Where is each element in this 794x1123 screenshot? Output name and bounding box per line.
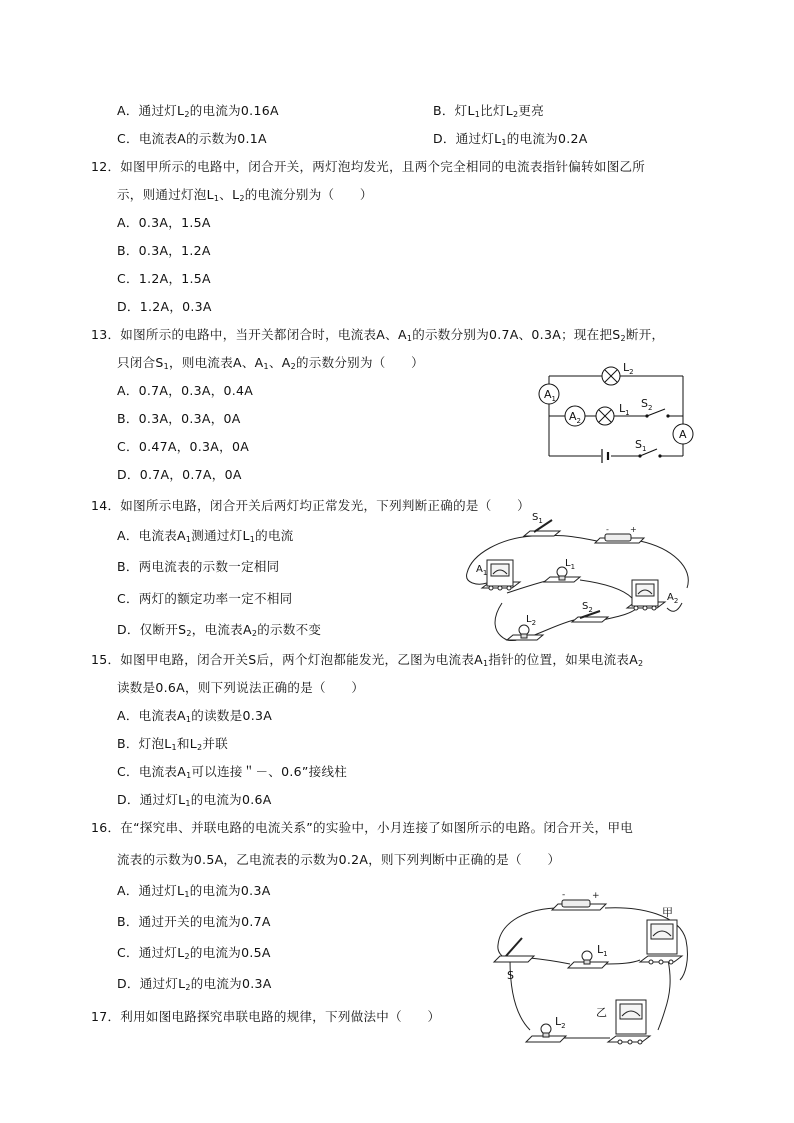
q16-option-b: B．通过开关的电流为0.7A bbox=[117, 914, 271, 929]
q16-stem-line2: 流表的示数为0.5A，乙电流表的示数为0.2A，则下列判断中正确的是（ ） bbox=[117, 852, 561, 867]
q12-option-a: A．0.3A，1.5A bbox=[117, 215, 211, 230]
q14-fig-label-l1: $L_1$ bbox=[565, 558, 576, 571]
q14-fig-label-s1: $S_1$ bbox=[532, 512, 543, 525]
svg-text:-: - bbox=[562, 890, 566, 900]
svg-text:+: + bbox=[592, 891, 600, 901]
q16-fig-label-jia: 甲 bbox=[662, 906, 673, 919]
q12-option-c: C．1.2A，1.5A bbox=[117, 271, 211, 286]
q12-stem-line2: 示，则通过灯泡$L_1$、$L_2$的电流分别为（ ） bbox=[117, 187, 373, 203]
svg-text:-: - bbox=[606, 525, 609, 534]
q11-option-b: B．灯$L_1$比灯$L_2$更亮 bbox=[433, 103, 545, 119]
q13-stem-line2: 只闭合$S_1$，则电流表A、$A_1$、$A_2$的示数分别为（ ） bbox=[117, 355, 424, 371]
q13-option-b: B．0.3A，0.3A，0A bbox=[117, 411, 241, 426]
q14-fig-label-s2: $S_2$ bbox=[582, 601, 593, 614]
q13-fig-label-l1: $L_1$ bbox=[619, 402, 630, 417]
svg-text:+: + bbox=[630, 525, 637, 534]
q13-fig-label-s1: $S_1$ bbox=[635, 438, 647, 453]
q15-option-a: A．电流表$A_1$的读数是0.3A bbox=[117, 708, 273, 724]
q12-option-b: B．0.3A，1.2A bbox=[117, 243, 211, 258]
q11-option-d: D．通过灯$L_1$的电流为0.2A bbox=[433, 131, 588, 147]
q13-fig-label-a: A bbox=[679, 428, 687, 441]
q15-option-c: C．电流表$A_1$可以连接＂－、0.6”接线柱 bbox=[117, 764, 348, 780]
q13-option-a: A．0.7A，0.3A，0.4A bbox=[117, 383, 254, 398]
q13-stem-line1: 13．如图所示的电路中，当开关都闭合时，电流表A、$A_1$的示数分别为0.7A、0.3A；现在把$S_2$断开， bbox=[91, 327, 665, 343]
q11-option-c: C．电流表A的示数为0.1A bbox=[117, 131, 267, 146]
q16-option-d: D．通过灯$L_2$的电流为0.3A bbox=[117, 976, 272, 992]
q16-fig-label-l2: $L_2$ bbox=[555, 1015, 566, 1030]
q14-option-a: A．电流表$A_1$测通过灯$L_1$的电流 bbox=[117, 528, 294, 544]
q12-option-d: D．1.2A，0.3A bbox=[117, 299, 212, 314]
q15-option-b: B．灯泡$L_1$和$L_2$并联 bbox=[117, 736, 229, 752]
q16-circuit-illustration bbox=[490, 880, 695, 1060]
q13-fig-label-s2: $S_2$ bbox=[641, 397, 653, 412]
q14-fig-label-l2: $L_2$ bbox=[526, 614, 537, 627]
q13-fig-label-a1: $A_1$ bbox=[544, 388, 556, 403]
q15-option-d: D．通过灯$L_1$的电流为0.6A bbox=[117, 792, 272, 808]
q14-fig-label-a2: $A_2$ bbox=[667, 592, 679, 605]
q14-option-b: B．两电流表的示数一定相同 bbox=[117, 559, 280, 574]
q13-circuit-diagram bbox=[535, 352, 695, 468]
q16-option-a: A．通过灯$L_1$的电流为0.3A bbox=[117, 883, 271, 899]
q14-circuit-illustration bbox=[462, 508, 694, 650]
q14-option-d: D．仅断开$S_2$，电流表$A_2$的示数不变 bbox=[117, 622, 322, 638]
q12-stem-line1: 12．如图甲所示的电路中，闭合开关，两灯泡均发光，且两个完全相同的电流表指针偏转如图乙所 bbox=[91, 159, 646, 174]
q17-stem: 17．利用如图电路探究串联电路的规律，下列做法中（ ） bbox=[91, 1009, 441, 1024]
q13-fig-label-l2: $L_2$ bbox=[623, 361, 634, 376]
q16-fig-label-yi: 乙 bbox=[596, 1006, 607, 1019]
q15-stem-line2: 读数是0.6A，则下列说法正确的是（ ） bbox=[117, 680, 365, 695]
q16-fig-label-l1: $L_1$ bbox=[597, 943, 608, 958]
q14-option-c: C．两灯的额定功率一定不相同 bbox=[117, 591, 293, 606]
q14-fig-label-a1: $A_1$ bbox=[476, 564, 488, 577]
q16-fig-label-s: S bbox=[507, 969, 514, 982]
q11-option-a: A．通过灯$L_2$的电流为0.16A bbox=[117, 103, 279, 119]
q13-option-c: C．0.47A，0.3A，0A bbox=[117, 439, 250, 454]
q13-fig-label-a2: $A_2$ bbox=[569, 410, 581, 425]
q15-stem-line1: 15．如图甲电路，闭合开关S后，两个灯泡都能发光，乙图为电流表$A_1$指针的位置，如果电流表$A_2$ bbox=[91, 652, 644, 668]
q16-stem-line1: 16．在“探究串、并联电路的电流关系”的实验中，小月连接了如图所示的电路。闭合开关，甲电 bbox=[91, 820, 634, 835]
q13-option-d: D．0.7A，0.7A，0A bbox=[117, 467, 242, 482]
q16-option-c: C．通过灯$L_2$的电流为0.5A bbox=[117, 945, 271, 961]
q14-stem: 14．如图所示电路，闭合开关后两灯均正常发光，下列判断正确的是（ ） bbox=[91, 498, 530, 513]
